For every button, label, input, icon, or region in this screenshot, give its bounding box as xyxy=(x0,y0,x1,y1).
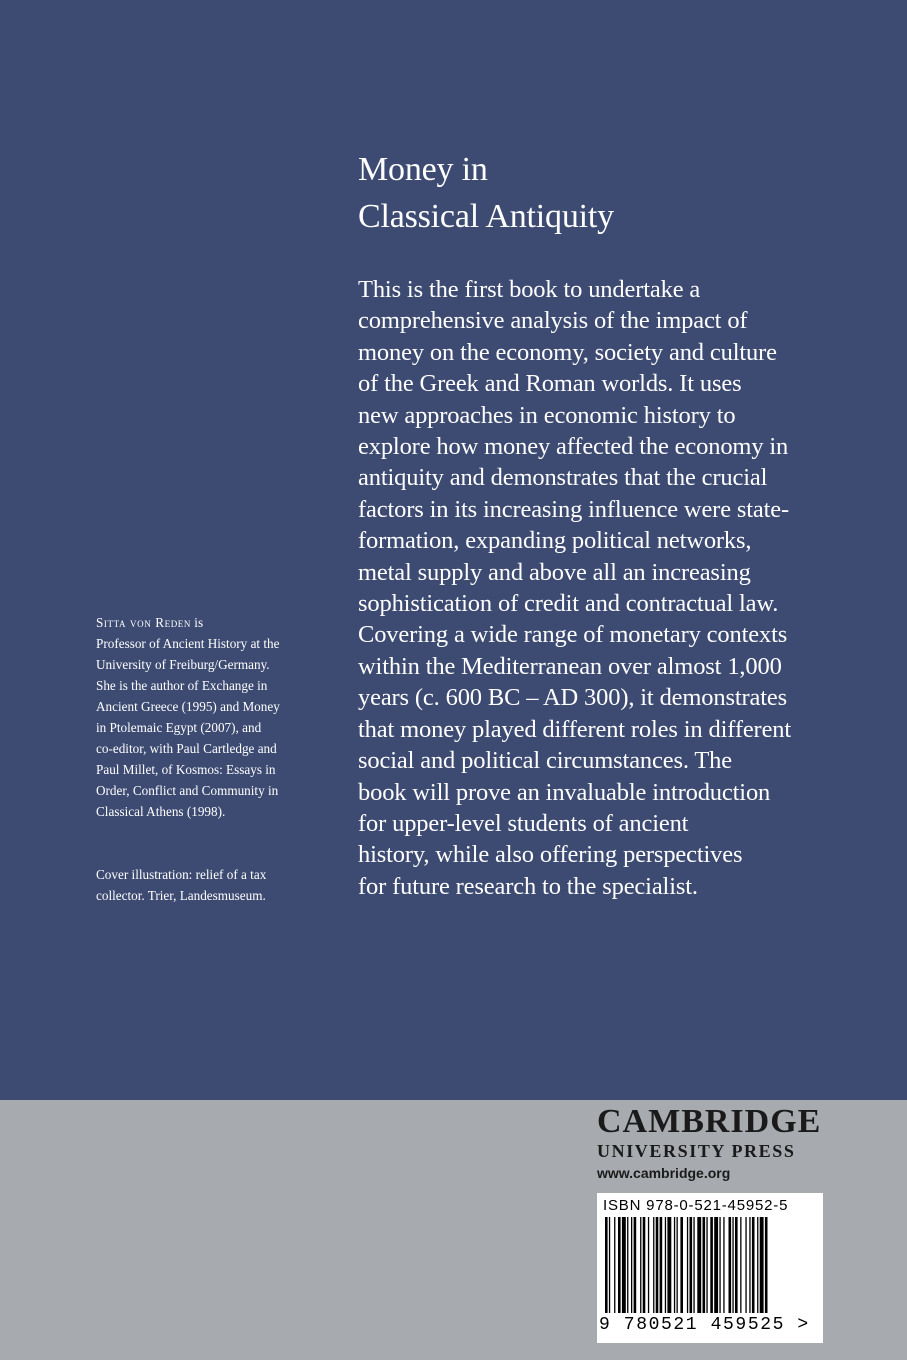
author-bio-first-line xyxy=(96,612,326,633)
barcode-bar xyxy=(760,1217,764,1313)
barcode-bar xyxy=(740,1217,741,1313)
barcode-bar xyxy=(752,1217,755,1313)
barcode-bar xyxy=(667,1217,671,1313)
barcode-bar xyxy=(640,1217,641,1313)
barcode-bar xyxy=(622,1217,626,1313)
blurb-line: social and political circumstances. The xyxy=(358,747,732,775)
blurb-line: antiquity and demonstrates that the crucial xyxy=(358,464,768,492)
author-name: Sitta von Reden xyxy=(96,615,191,630)
barcode-bar xyxy=(653,1217,654,1313)
barcode-bar xyxy=(648,1217,649,1313)
book-description xyxy=(358,274,828,902)
barcode-bar xyxy=(719,1217,720,1313)
blurb-line: for future research to the specialist. xyxy=(358,872,698,900)
barcode-bar xyxy=(665,1217,666,1313)
barcode-bar xyxy=(706,1217,707,1313)
barcode-bar xyxy=(631,1217,632,1313)
barcode-bar xyxy=(757,1217,758,1313)
author-bio-line: is xyxy=(191,615,204,630)
publisher-name: CAMBRIDGE xyxy=(597,1103,822,1140)
barcode-bar xyxy=(703,1217,706,1313)
barcode-bar xyxy=(729,1217,732,1313)
barcode-bar xyxy=(609,1217,610,1313)
barcode-bar xyxy=(714,1217,718,1313)
author-bio-line: Classical Athens (1998). xyxy=(96,804,226,819)
barcode-bar xyxy=(643,1217,646,1313)
publisher-logo xyxy=(597,1104,837,1184)
blurb-line: explore how money affected the economy in xyxy=(358,433,789,461)
barcode-bar xyxy=(680,1217,683,1313)
blurb-line: formation, expanding political networks, xyxy=(358,527,752,555)
blurb-line: new approaches in economic history to xyxy=(358,401,736,429)
barcode-bar xyxy=(614,1217,615,1313)
barcode-bar xyxy=(693,1217,694,1313)
barcode-bar xyxy=(618,1217,621,1313)
author-bio-line: co-editor, with Paul Cartledge and xyxy=(96,741,277,756)
blurb-line: This is the first book to undertake a xyxy=(358,276,701,303)
barcode-bar xyxy=(735,1217,738,1313)
barcode-bar xyxy=(710,1217,713,1313)
barcode-bar xyxy=(745,1217,746,1313)
book-title xyxy=(358,146,858,240)
barcode-bar xyxy=(674,1217,675,1313)
author-bio xyxy=(96,612,326,822)
blurb-line: Covering a wide range of monetary contexts xyxy=(358,621,788,649)
barcode-bar xyxy=(677,1217,678,1313)
barcode-bar xyxy=(605,1217,608,1313)
author-bio-line: Paul Millet, of Kosmos: Essays in xyxy=(96,762,276,777)
author-bio-line: Professor of Ancient History at the xyxy=(96,636,280,651)
barcode-bar xyxy=(687,1217,688,1313)
barcode-bar xyxy=(749,1217,750,1313)
blurb-line: that money played different roles in different xyxy=(358,715,792,743)
blurb-line: history, while also offering perspectives xyxy=(358,841,743,869)
barcode-bar xyxy=(634,1217,637,1313)
barcode-bar xyxy=(697,1217,701,1313)
blurb-line: years (c. 600 BC – AD 300), it demonstrates xyxy=(358,684,788,712)
barcode-bar xyxy=(660,1217,663,1313)
credit-line: Cover illustration: relief of a tax xyxy=(96,867,267,882)
blurb-line: factors in its increasing influence were state- xyxy=(358,495,790,523)
cover-illustration-credit xyxy=(96,864,326,906)
publisher-url: www.cambridge.org xyxy=(597,1165,731,1181)
blurb-line: metal supply and above all an increasing xyxy=(358,558,751,586)
publisher-subtitle: UNIVERSITY PRESS xyxy=(597,1141,796,1161)
isbn-barcode xyxy=(597,1193,823,1343)
blurb-line: for upper-level students of ancient xyxy=(358,809,689,837)
barcode-bar xyxy=(732,1217,733,1313)
blurb-line: book will prove an invaluable introduction xyxy=(358,778,771,806)
author-bio-line: University of Freiburg/Germany. xyxy=(96,657,270,672)
blurb-line: sophistication of credit and contractual law. xyxy=(358,590,779,618)
barcode-bar xyxy=(690,1217,693,1313)
title-line: Money in xyxy=(358,151,488,188)
author-bio-line: Order, Conflict and Community in xyxy=(96,783,279,798)
credit-line: collector. Trier, Landesmuseum. xyxy=(96,888,266,903)
blurb-line: money on the economy, society and culture xyxy=(358,338,777,366)
barcode-bar xyxy=(656,1217,659,1313)
blurb-line: comprehensive analysis of the impact of xyxy=(358,307,748,335)
title-line: Classical Antiquity xyxy=(358,198,614,235)
author-bio-line: She is the author of Exchange in xyxy=(96,678,268,693)
blurb-line: within the Mediterranean over almost 1,000 xyxy=(358,652,782,680)
barcode-bars xyxy=(603,1217,817,1315)
author-bio-line: in Ptolemaic Egypt (2007), and xyxy=(96,720,262,735)
barcode-digits: 9 780521 459525 > xyxy=(599,1315,810,1335)
barcode-bar xyxy=(627,1217,628,1313)
barcode-bar xyxy=(723,1217,724,1313)
barcode-bar xyxy=(765,1217,768,1313)
blurb-line: of the Greek and Roman worlds. It uses xyxy=(358,370,742,398)
isbn-label: ISBN 978-0-521-45952-5 xyxy=(603,1197,789,1214)
author-bio-line: Ancient Greece (1995) and Money xyxy=(96,699,280,714)
